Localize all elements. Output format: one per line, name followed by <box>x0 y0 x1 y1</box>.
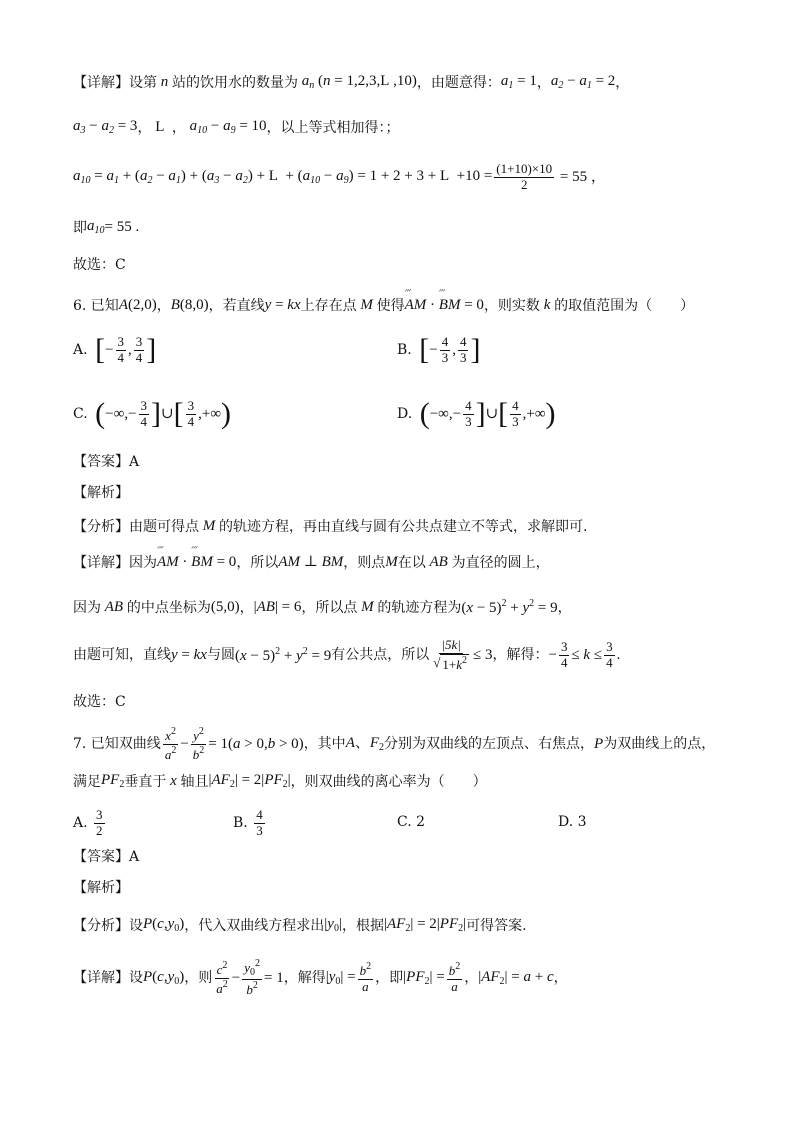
choose-line-2: 故选：C <box>73 694 126 710</box>
q6-option-b: B. [ − $\frac{4}{3}$ , $\frac{4}{3}$ ] <box>397 333 481 366</box>
choose-line-1: 故选：C <box>73 257 126 273</box>
detail-tag: 【详解】 <box>73 74 129 91</box>
q7-stem: 7. 已知双曲线 $\frac{x^2}{a^2}$ − $\frac{y^2}{b^2}$ = 1(a > 0,b > 0) ，其中 A、$F_2$ 分别为双曲线的左顶点、右焦点， P 为双曲线上的点， <box>73 725 716 762</box>
detail-line-2: $a_3 - a_2 = 3$ ， L ， $a_{10} - a_9 = 10$ ，以上等式相加得：； <box>73 118 400 136</box>
q6-option-a: A. [ − $\frac{3}{4}$ , $\frac{3}{4}$ ] <box>73 333 157 366</box>
q6-answer: 【答案】 A <box>73 454 140 470</box>
q6-detail-3: 由题可知，直线 y = kx 与圆 $(x - 5)^2 + y^2 = 9$ 有公共点，所以 |5k| √ $1+k^2$ ≤ 3 ，解得： − $\frac{3}{4}$ ≤ k ≤ $\frac{3}{4}$ . <box>73 636 621 672</box>
q7-method: 【分析】 设 $P(c,y_0)$ ，代入双曲线方程求出 $|y_0|$ ，根据 $|AF_2| = 2|PF_2|$ 可得答案. <box>73 916 527 934</box>
q6-option-d: D. ( −∞,− $\frac{4}{3}$ ] ∪ [ $\frac{4}{3}$ ,+∞ ) <box>397 397 556 430</box>
q7-stem-2: 满足 $PF_2$ 垂直于 x 轴且 $|AF_2| = 2|PF_2|$ ，则双曲线的离心率为（ ） <box>73 772 487 790</box>
q6-analysis-tag: 【解析】 <box>73 485 129 501</box>
q6-detail-2: 因为 AB 的中点坐标为 (5,0) ， |AB| = 6 ，所以点 M 的轨迹方程为 $(x - 5)^2 + y^2 = 9$ ， <box>73 598 572 616</box>
q7-option-b: B. $\frac{4}{3}$ <box>233 806 263 838</box>
q6-option-c: C. ( −∞,− $\frac{3}{4}$ ] ∪ [ $\frac{3}{4}$ ,+∞ ) <box>73 397 232 430</box>
q6-detail-1: 【详解】 因为 ᐟᐟᐟ AM · ᐟᐟᐟ BM = 0 ，所以 AM ⊥ BM ，则点 M 在以 AB 为直径的圆上， <box>73 555 550 570</box>
q7-option-d: D. 3 <box>558 814 587 830</box>
detail-line-4: 即 $a_{10}$ = 55 . <box>73 218 140 236</box>
q7-detail: 【详解】 设 $P(c,y_0)$ ，则 $\frac{c^2}{a^2}$ − $\frac{y_0^2}{b^2}$ = 1 ，解得 $|y_0|$ = $\frac{b^2}{a}$ ，即 $|PF_2|$ = $\frac{b^2}{a}$ ， $|AF_2| = a + c$ ， <box>73 958 568 997</box>
detail-line-1: 【详解】 设第 n 站的饮用水的数量为 $a_n$ (n = 1,2,3,L ,10) ，由题意得： $a_1 = 1$ ， $a_2 - a_1 = 2$ ， <box>73 73 630 91</box>
detail-line-3: $a_{10} = a_1 + (a_2 - a_1) + (a_3 - a_2) + L + (a_{10} - a_9) = 1 + 2 + 3 + L +10$ = $\frac{(1+10)\times 10}{2}$ = 55 ， <box>73 160 606 192</box>
q6-stem: 6. 已知 A(2,0) ， B(8,0) ，若直线 y = kx 上存在点 M 使得 ᐟᐟᐟ AM · ᐟᐟᐟ BM = 0 ，则实数 k 的取值范围为（ ） <box>73 298 694 313</box>
q7-answer: 【答案】 A <box>73 849 140 865</box>
q6-method: 【分析】 由题可得点 M 的轨迹方程，再由直线与圆有公共点建立不等式，求解即可. <box>73 518 588 535</box>
q7-analysis-tag: 【解析】 <box>73 880 129 896</box>
q7-option-c: C. 2 <box>397 814 426 830</box>
q7-option-a: A. $\frac{3}{2}$ <box>73 806 103 838</box>
